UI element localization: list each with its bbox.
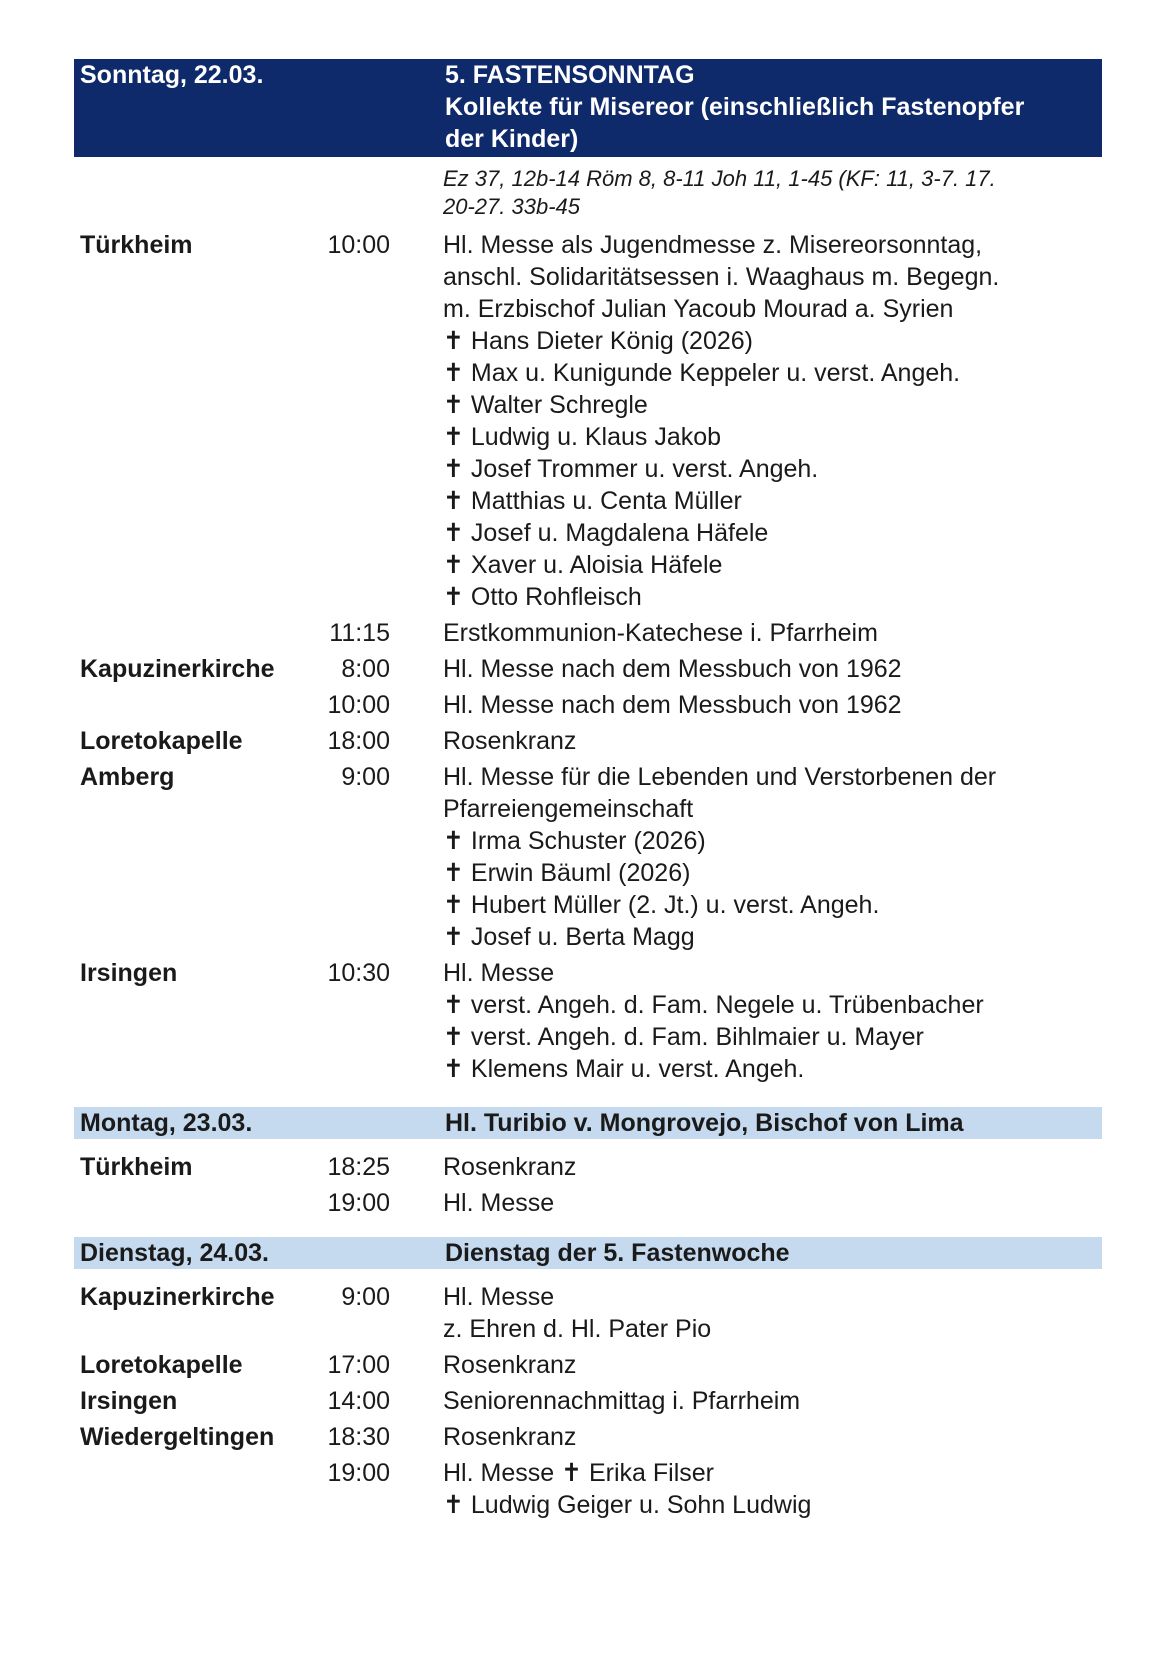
time-label: 18:00 xyxy=(327,727,390,755)
day-date: Montag, 23.03. xyxy=(80,1109,253,1137)
description-line: anschl. Solidaritätsessen i. Waaghaus m. Begegn. xyxy=(443,263,1000,291)
day-title xyxy=(445,59,1096,155)
day-date: Sonntag, 22.03. xyxy=(80,61,264,89)
schedule-row xyxy=(74,1349,1102,1381)
location-label: Kapuzinerkirche xyxy=(80,655,275,683)
location-label xyxy=(74,617,310,649)
location-label xyxy=(74,165,310,221)
service-description xyxy=(443,1385,1102,1417)
service-description xyxy=(443,653,1102,685)
description-line: ✝ Josef u. Magdalena Häfele xyxy=(443,519,769,547)
description-line: ✝ Josef Trommer u. verst. Angeh. xyxy=(443,455,819,483)
day-body xyxy=(74,1151,1102,1219)
description-line: ✝ Xaver u. Aloisia Häfele xyxy=(443,551,723,579)
service-description xyxy=(443,617,1102,649)
schedule-row xyxy=(74,229,1102,613)
spacer xyxy=(390,1187,443,1219)
service-description xyxy=(443,725,1102,757)
description-line: Hl. Messe nach dem Messbuch von 1962 xyxy=(443,691,902,719)
day-title-line: Dienstag der 5. Fastenwoche xyxy=(445,1239,790,1267)
description-line: ✝ Max u. Kunigunde Keppeler u. verst. Angeh. xyxy=(443,359,961,387)
description-line: Rosenkranz xyxy=(443,727,577,755)
day-body xyxy=(74,1281,1102,1521)
time-label: 17:00 xyxy=(327,1351,390,1379)
spacer xyxy=(390,1151,443,1183)
description-line: Seniorennachmittag i. Pfarrheim xyxy=(443,1387,801,1415)
spacer xyxy=(390,1421,443,1453)
description-line: Hl. Messe xyxy=(443,959,555,987)
description-line: ✝ Josef u. Berta Magg xyxy=(443,923,695,951)
description-line: ✝ verst. Angeh. d. Fam. Negele u. Trübenbacher xyxy=(443,991,984,1019)
spacer xyxy=(390,653,443,685)
spacer xyxy=(390,689,443,721)
time-label: 18:30 xyxy=(327,1423,390,1451)
schedule-row xyxy=(74,761,1102,953)
description-line: ✝ Erwin Bäuml (2026) xyxy=(443,859,691,887)
location-label: Irsingen xyxy=(80,959,178,987)
schedule-row xyxy=(74,1421,1102,1453)
day-header xyxy=(74,1107,1102,1139)
location-label xyxy=(74,689,310,721)
schedule-row xyxy=(74,725,1102,757)
description-line: z. Ehren d. Hl. Pater Pio xyxy=(443,1315,712,1343)
description-line: ✝ Irma Schuster (2026) xyxy=(443,827,706,855)
service-description xyxy=(443,229,1102,613)
day-header xyxy=(74,1237,1102,1269)
schedule-row xyxy=(74,957,1102,1085)
schedule-page xyxy=(74,59,1102,1521)
location-label: Irsingen xyxy=(80,1387,178,1415)
time-label: 9:00 xyxy=(341,1283,390,1311)
spacer xyxy=(390,229,443,613)
spacer xyxy=(390,1385,443,1417)
description-line: ✝ Otto Rohfleisch xyxy=(443,583,642,611)
day-body xyxy=(74,165,1102,1085)
description-line: ✝ Hubert Müller (2. Jt.) u. verst. Angeh. xyxy=(443,891,880,919)
time-label: 11:15 xyxy=(329,619,390,647)
schedule-row xyxy=(74,1151,1102,1183)
location-label: Amberg xyxy=(80,763,175,791)
description-line: Rosenkranz xyxy=(443,1153,577,1181)
readings-row xyxy=(74,165,1102,221)
spacer xyxy=(390,725,443,757)
day-title-line: 5. FASTENSONNTAG xyxy=(445,61,695,89)
location-label: Kapuzinerkirche xyxy=(80,1283,275,1311)
location-label xyxy=(74,1457,310,1521)
description-line: Hl. Messe nach dem Messbuch von 1962 xyxy=(443,655,902,683)
service-description xyxy=(443,1187,1102,1219)
location-label: Wiedergeltingen xyxy=(80,1423,275,1451)
day-title-line: Hl. Turibio v. Mongrovejo, Bischof von Lima xyxy=(445,1109,964,1137)
service-description xyxy=(443,1421,1102,1453)
service-description xyxy=(443,1281,1102,1345)
description-line: ✝ Hans Dieter König (2026) xyxy=(443,327,753,355)
service-description xyxy=(443,1457,1102,1521)
time-label: 14:00 xyxy=(327,1387,390,1415)
time-label: 19:00 xyxy=(327,1459,390,1487)
schedule-row xyxy=(74,1187,1102,1219)
day-title-line: Kollekte für Misereor (einschließlich Fastenopfer xyxy=(445,93,1025,121)
description-line: Hl. Messe als Jugendmesse z. Misereorsonntag, xyxy=(443,231,983,259)
spacer xyxy=(390,1281,443,1345)
schedule-row xyxy=(74,1385,1102,1417)
description-line: ✝ Ludwig Geiger u. Sohn Ludwig xyxy=(443,1491,812,1519)
description-line: m. Erzbischof Julian Yacoub Mourad a. Syrien xyxy=(443,295,954,323)
description-line: Hl. Messe xyxy=(443,1283,555,1311)
description-line: Rosenkranz xyxy=(443,1423,577,1451)
reading-line: 20-27. 33b-45 xyxy=(443,194,580,219)
day-block xyxy=(74,1237,1102,1521)
day-header xyxy=(74,59,1102,157)
service-description xyxy=(443,957,1102,1085)
time-label: 18:25 xyxy=(327,1153,390,1181)
description-line: Pfarreiengemeinschaft xyxy=(443,795,694,823)
schedule-row xyxy=(74,689,1102,721)
spacer xyxy=(390,957,443,1085)
spacer xyxy=(390,761,443,953)
description-line: ✝ Walter Schregle xyxy=(443,391,648,419)
location-label: Loretokapelle xyxy=(80,1351,243,1379)
time-label: 10:00 xyxy=(327,691,390,719)
location-label xyxy=(74,1187,310,1219)
description-line: Hl. Messe ✝ Erika Filser xyxy=(443,1459,714,1487)
description-line: Hl. Messe für die Lebenden und Verstorbenen der xyxy=(443,763,997,791)
day-title xyxy=(445,1107,1096,1139)
time-label: 9:00 xyxy=(341,763,390,791)
scripture-readings xyxy=(443,165,1102,221)
service-description xyxy=(443,1349,1102,1381)
schedule-row xyxy=(74,1281,1102,1345)
location-label: Türkheim xyxy=(80,231,193,259)
description-line: ✝ Ludwig u. Klaus Jakob xyxy=(443,423,722,451)
spacer xyxy=(390,1457,443,1521)
spacer xyxy=(390,617,443,649)
service-description xyxy=(443,761,1102,953)
description-line: Rosenkranz xyxy=(443,1351,577,1379)
time-label: 8:00 xyxy=(341,655,390,683)
day-block xyxy=(74,59,1102,1085)
schedule-row xyxy=(74,1457,1102,1521)
time-label xyxy=(310,165,390,221)
reading-line: Ez 37, 12b-14 Röm 8, 8-11 Joh 11, 1-45 (KF: 11, 3-7. 17. xyxy=(443,166,996,191)
day-block xyxy=(74,1107,1102,1219)
time-label: 10:30 xyxy=(327,959,390,987)
day-title-line: der Kinder) xyxy=(445,125,579,153)
service-description xyxy=(443,1151,1102,1183)
day-date: Dienstag, 24.03. xyxy=(80,1239,269,1267)
description-line: ✝ Klemens Mair u. verst. Angeh. xyxy=(443,1055,805,1083)
time-label: 10:00 xyxy=(327,231,390,259)
spacer xyxy=(390,1349,443,1381)
location-label: Türkheim xyxy=(80,1153,193,1181)
service-description xyxy=(443,689,1102,721)
time-label: 19:00 xyxy=(327,1189,390,1217)
schedule-row xyxy=(74,653,1102,685)
description-line: ✝ Matthias u. Centa Müller xyxy=(443,487,742,515)
description-line: Erstkommunion-Katechese i. Pfarrheim xyxy=(443,619,878,647)
description-line: Hl. Messe xyxy=(443,1189,555,1217)
schedule-row xyxy=(74,617,1102,649)
spacer xyxy=(390,165,443,221)
location-label: Loretokapelle xyxy=(80,727,243,755)
day-title xyxy=(445,1237,1096,1269)
description-line: ✝ verst. Angeh. d. Fam. Bihlmaier u. Mayer xyxy=(443,1023,924,1051)
